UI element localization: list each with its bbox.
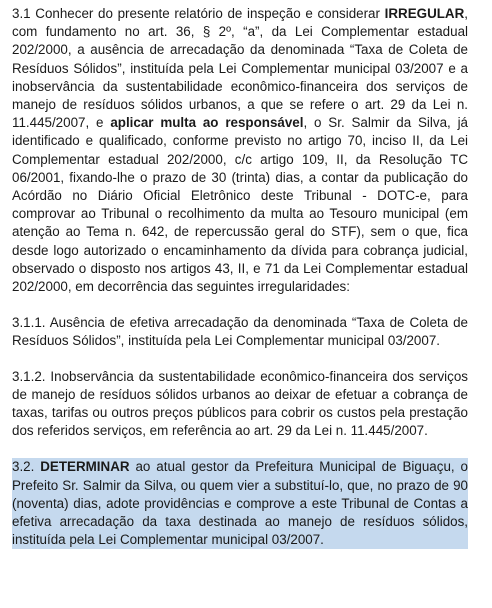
paragraph-3-1-1: 3.1.1. Ausência de efetiva arrecadação da denominada “Taxa de Coleta de Resíduos Sólidos”, instituída pela Lei Complementar municipal 03/2007. (12, 315, 468, 349)
paragraph-3-1-2: 3.1.2. Inobservância da sustentabilidade econômico-financeira dos serviços de manejo de resíduos sólidos urbanos ao deixar de efetuar a cobrança de taxas, tarifas ou outros preços públicos para cobrir os custos pela prestação dos referidos serviços, em referência ao art. 29 da Lei n. 11.445/2007. (12, 368, 468, 439)
paragraph-3-2-body: ao atual gestor da Prefeitura Municipal de Biguaçu, o Prefeito Sr. Salmir da Silva, ou quem vier a substituí-lo, que, no prazo de 90 (noventa) dias, adote providências e comprove a este Tribunal de Contas a efetiva arrecadação da taxa destinada ao manejo de resíduos sólidos, instituída pela Lei Complementar municipal 03/2007. (12, 459, 468, 548)
paragraph-3-1-rest: , o Sr. Salmir da Silva, já identificado e qualificado, conforme previsto no artigo 70, inciso II, da Lei Complementar estadual 202/2000, c/c artigo 109, II, da Resolução TC 06/2001, fixando-lhe o prazo de 30 (trinta) dias, a contar da publicação do Acórdão no Diário Oficial Eletrônico deste Tribunal - DOTC-e, para comprovar ao Tribunal o recolhimento da multa ao Tesouro municipal (em atenção ao Tema n. 642, de repercussão geral do STF), sem o que, fica desde logo autorizado o encaminhamento da dívida para cobrança judicial, observado o disposto nos artigos 43, II, e 71 da Lei Complementar estadual 202/2000, em decorrência das seguintes irregularidades: (12, 115, 468, 295)
paragraph-3-1 (12, 5, 468, 296)
irregular-keyword: IRREGULAR (384, 6, 465, 21)
paragraph-3-1-body: , com fundamento no art. 36, § 2º, “a”, da Lei Complementar estadual 202/2000, a ausência de arrecadação da denominada “Taxa de Coleta de Resíduos Sólidos”, instituída pela Lei Complementar municipal 03/2007 e a inobservância da sustentabilidade econômico-financeira dos serviços de manejo de resíduos sólidos urbanos, a que se refere o art. 29 da Lei n. 11.445/2007, e (12, 6, 468, 131)
spacer (12, 440, 468, 458)
apply-fine-keyword: aplicar multa ao responsável (110, 115, 304, 131)
spacer (12, 296, 468, 314)
spacer (12, 351, 468, 368)
document-page (12, 5, 468, 549)
paragraph-3-1-intro: 3.1 Conhecer do presente relatório de inspeção e considerar (12, 6, 385, 21)
determine-keyword: DETERMINAR (40, 459, 130, 475)
paragraph-3-2-number: 3.2. (12, 459, 41, 475)
paragraph-3-2-selected[interactable] (12, 458, 468, 549)
